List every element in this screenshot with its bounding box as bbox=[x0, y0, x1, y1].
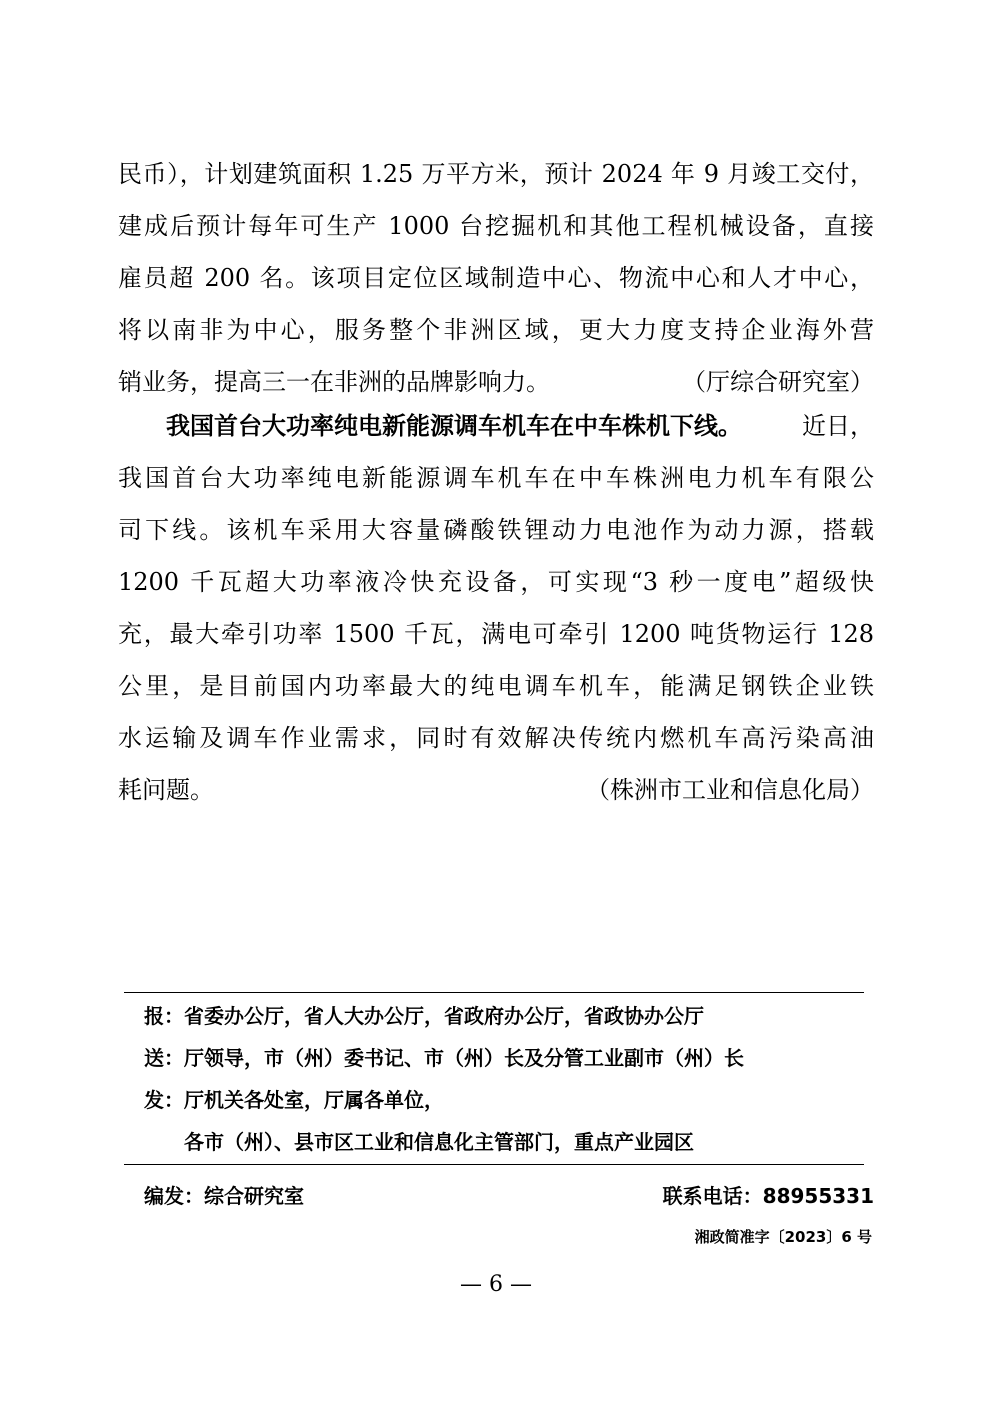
source-attribution: （厅综合研究室） bbox=[682, 368, 874, 396]
distribution-report: 报：省委办公厅，省人大办公厅，省政府办公厅，省政协办公厅 bbox=[144, 1004, 704, 1028]
paragraph-line: 建成后预计每年可生产 1000 台挖掘机和其他工程机械设备，直接 bbox=[118, 212, 874, 240]
paragraph-sany bbox=[118, 148, 874, 408]
distribution-issue: 发：厅机关各处室，厅属各单位， bbox=[144, 1088, 444, 1112]
paragraph-line: 民币），计划建筑面积 1.25 万平方米，预计 2024 年 9 月竣工交付， bbox=[118, 160, 874, 188]
paragraph-last-row bbox=[118, 764, 874, 816]
paragraph-line: 1200 千瓦超大功率液冷快充设备，可实现“3 秒一度电”超级快 bbox=[118, 568, 874, 596]
source-attribution: （株洲市工业和信息化局） bbox=[586, 776, 874, 804]
contact-phone: 联系电话：88955331 bbox=[662, 1184, 874, 1208]
editor-label: 编发：综合研究室 bbox=[144, 1184, 304, 1208]
paragraph-line: 近日， bbox=[802, 412, 874, 440]
paragraph-locomotive bbox=[118, 400, 874, 816]
paragraph-line: 公里，是目前国内功率最大的纯电调车机车，能满足钢铁企业铁 bbox=[118, 672, 874, 700]
page-number: — 6 — bbox=[460, 1272, 532, 1297]
middle-divider bbox=[124, 1164, 864, 1165]
footer-info bbox=[144, 1180, 874, 1209]
paragraph-line: 雇员超 200 名。该项目定位区域制造中心、物流中心和人才中心， bbox=[118, 264, 874, 292]
paragraph-line: 将以南非为中心，服务整个非洲区域，更大力度支持企业海外营 bbox=[118, 316, 874, 344]
paragraph-line: 销业务，提高三一在非洲的品牌影响力。 bbox=[118, 368, 550, 396]
distribution-issue-cont: 各市（州）、县市区工业和信息化主管部门，重点产业园区 bbox=[184, 1130, 694, 1154]
distribution-list bbox=[144, 995, 864, 1163]
paragraph-first-row bbox=[118, 400, 874, 452]
document-number: 湘政简准字〔2023〕6 号 bbox=[694, 1228, 872, 1246]
news-headline: 我国首台大功率纯电新能源调车机车在中车株机下线。 bbox=[166, 411, 742, 440]
paragraph-line: 司下线。该机车采用大容量磷酸铁锂动力电池作为动力源，搭载 bbox=[118, 516, 874, 544]
paragraph-line: 我国首台大功率纯电新能源调车机车在中车株洲电力机车有限公 bbox=[118, 464, 874, 492]
paragraph-line: 充，最大牵引功率 1500 千瓦，满电可牵引 1200 吨货物运行 128 bbox=[118, 620, 874, 648]
distribution-send: 送：厅领导，市（州）委书记、市（州）长及分管工业副市（州）长 bbox=[144, 1046, 744, 1070]
paragraph-line: 水运输及调车作业需求，同时有效解决传统内燃机车高污染高油 bbox=[118, 724, 874, 752]
paragraph-line: 耗问题。 bbox=[118, 776, 214, 804]
top-divider bbox=[124, 992, 864, 993]
